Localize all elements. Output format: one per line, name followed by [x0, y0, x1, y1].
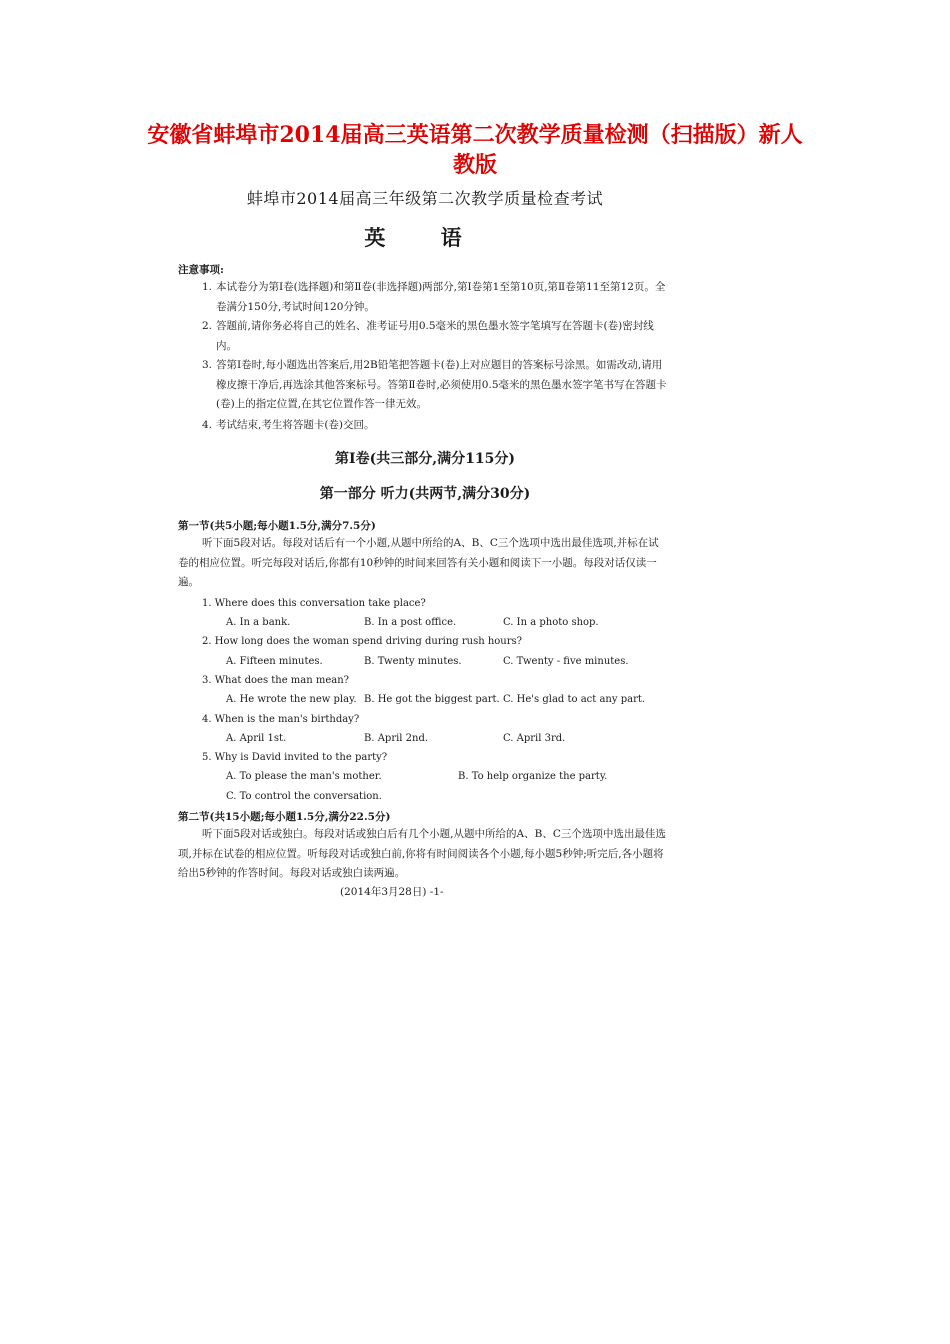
- document-title: [95, 120, 855, 180]
- option-c: C. In a photo shop.: [503, 617, 599, 628]
- question-3: 3. What does the man mean?: [202, 675, 350, 686]
- page-footer: (2014年3月28日) -1-: [340, 886, 444, 898]
- notice-item-number: 1.: [202, 281, 213, 293]
- exam-title: 蚌埠市2014届高三年级第二次教学质量检查考试: [246, 189, 604, 208]
- option-a: A. To please the man's mother.: [226, 771, 382, 782]
- option-c: C. To control the conversation.: [226, 791, 382, 802]
- option-a: A. He wrote the new play.: [226, 694, 357, 705]
- option-a: A. April 1st.: [226, 733, 287, 744]
- option-b: B. April 2nd.: [364, 733, 429, 744]
- notice-item-text: 答题前,请你务必将自己的姓名、准考证号用0.5毫米的黑色墨水签字笔填写在答题卡(卷)密封线内。: [216, 320, 654, 352]
- option-b: B. To help organize the party.: [458, 771, 608, 782]
- question-4: 4. When is the man's birthday?: [202, 714, 360, 725]
- notice-item: [202, 356, 670, 415]
- notice-item: [202, 278, 670, 317]
- section2-instructions: 听下面5段对话或独白。每段对话或独白后有几个小题,从题中所给的A、B、C三个选项中选出最佳选项,并标在试卷的相应位置。听每段对话或独白前,你将有时间阅读各个小题,每小题5秒钟;听完后,各小题将给出5秒钟的作答时间。每段对话或独白读两遍。: [178, 828, 666, 879]
- part-title: 第一部分 听力(共两节,满分30分): [319, 486, 531, 502]
- notice-item-text: 本试卷分为第Ⅰ卷(选择题)和第Ⅱ卷(非选择题)两部分,第Ⅰ卷第1至第10页,第Ⅱ卷第11至第12页。全卷满分150分,考试时间120分钟。: [216, 281, 666, 313]
- option-c: C. April 3rd.: [503, 733, 566, 744]
- option-c: C. He's glad to act any part.: [503, 694, 646, 705]
- option-a: A. In a bank.: [226, 617, 291, 628]
- question-5: 5. Why is David invited to the party?: [202, 752, 388, 763]
- option-b: B. Twenty minutes.: [364, 656, 462, 667]
- document-title-line2: 教版: [452, 152, 497, 178]
- question-2: 2. How long does the woman spend driving during rush hours?: [202, 636, 522, 647]
- question-1: 1. Where does this conversation take place?: [202, 598, 426, 609]
- notice-item: [202, 317, 670, 356]
- option-c: C. Twenty - five minutes.: [503, 656, 629, 667]
- exam-subject: 英 语: [364, 225, 486, 250]
- option-b: B. In a post office.: [364, 617, 457, 628]
- notice-item-text: 答第Ⅰ卷时,每小题选出答案后,用2B铅笔把答题卡(卷)上对应题目的答案标号涂黑。如需改动,请用橡皮擦干净后,再选涂其他答案标号。答第Ⅱ卷时,必须使用0.5毫米的黑色墨水签字笔书写在答题卡(卷)上的指定位置,在其它位置作答一律无效。: [216, 359, 667, 410]
- scanned-exam-page: [170, 180, 680, 900]
- notice-item-number: 2.: [202, 320, 213, 332]
- notice-item: [202, 416, 670, 436]
- volume-title: 第Ⅰ卷(共三部分,满分115分): [335, 451, 515, 467]
- notice-heading: 注意事项:: [178, 264, 224, 276]
- section1-instructions: 听下面5段对话。每段对话后有一个小题,从题中所给的A、B、C三个选项中选出最佳选项,并标在试卷的相应位置。听完每段对话后,你都有10秒钟的时间来回答有关小题和阅读下一小题。每段对话仅读一遍。: [178, 537, 659, 588]
- notice-item-number: 4.: [202, 419, 213, 431]
- option-a: A. Fifteen minutes.: [226, 656, 323, 667]
- section2-heading: 第二节(共15小题;每小题1.5分,满分22.5分): [178, 811, 391, 823]
- option-b: B. He got the biggest part.: [364, 694, 500, 705]
- notice-item-text: 考试结束,考生将答题卡(卷)交回。: [216, 419, 375, 431]
- notice-item-number: 3.: [202, 359, 213, 371]
- document-title-line1: 安徽省蚌埠市2014届高三英语第二次教学质量检测（扫描版）新人: [147, 122, 803, 148]
- section1-heading: 第一节(共5小题;每小题1.5分,满分7.5分): [178, 520, 376, 532]
